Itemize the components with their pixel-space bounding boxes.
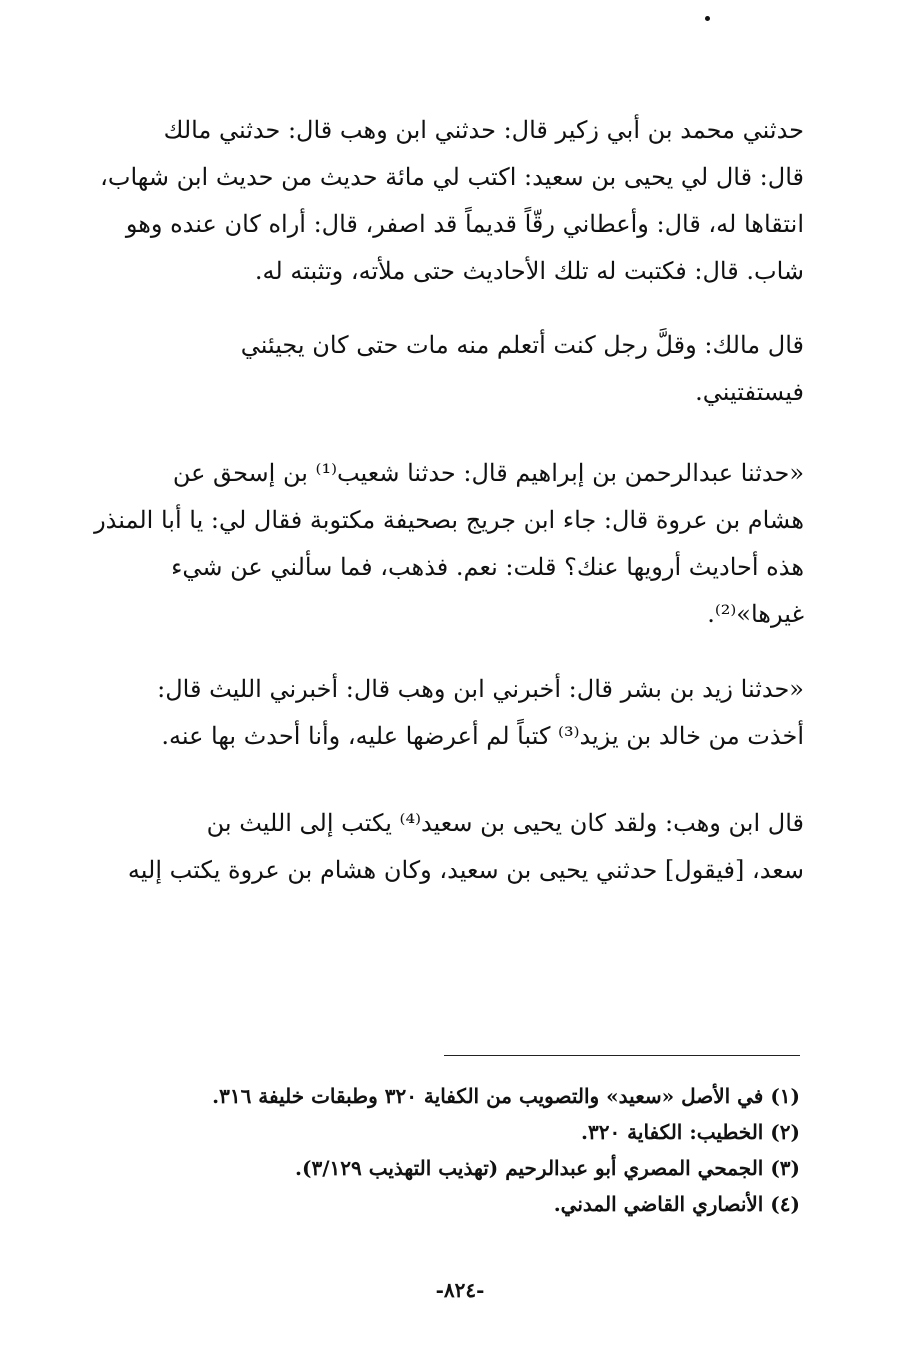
text-line: قال ابن وهب: ولقد كان يحيى بن سعيد⁽⁴⁾ يكتب إلى الليث بن bbox=[206, 809, 804, 837]
paragraph-4 bbox=[108, 666, 804, 760]
page-number: -٨٢٤- bbox=[435, 1278, 485, 1302]
footnote-separator bbox=[444, 1055, 800, 1056]
text-line: شاب. قال: فكتبت له تلك الأحاديث حتى ملأته، وتثبته له. bbox=[254, 257, 804, 285]
paragraph-1 bbox=[100, 107, 804, 295]
paragraph-5 bbox=[108, 800, 804, 894]
text-line: أخذت من خالد بن يزيد⁽³⁾ كتباً لم أعرضها عليه، وأنا أحدث بها عنه. bbox=[161, 722, 804, 750]
text-line: هذه أحاديث أرويها عنك؟ قلت: نعم. فذهب، فما سألني عن شيء bbox=[171, 553, 804, 581]
footnote-2: (٢) الخطيب: الكفاية ٣٢٠. bbox=[581, 1120, 800, 1144]
text-line: «حدثنا زيد بن بشر قال: أخبرني ابن وهب قال: أخبرني الليث قال: bbox=[157, 675, 804, 703]
paragraph-2 bbox=[108, 322, 804, 416]
text-line: «حدثنا عبدالرحمن بن إبراهيم قال: حدثنا شعيب⁽¹⁾ بن إسحق عن bbox=[172, 459, 804, 487]
text-line: قال: قال لي يحيى بن سعيد: اكتب لي مائة حديث من حديث ابن شهاب، bbox=[100, 163, 804, 191]
text-line: حدثني محمد بن أبي زكير قال: حدثني ابن وهب قال: حدثني مالك bbox=[163, 116, 804, 144]
paragraph-3 bbox=[94, 450, 804, 638]
text-line: سعد، [فيقول] حدثني يحيى بن سعيد، وكان هشام بن عروة يكتب إليه bbox=[127, 856, 804, 884]
footnotes bbox=[160, 1078, 800, 1222]
text-line: غيرها»⁽²⁾. bbox=[707, 600, 804, 628]
footnote-4: (٤) الأنصاري القاضي المدني. bbox=[553, 1192, 800, 1216]
text-line: هشام بن عروة قال: جاء ابن جريج بصحيفة مكتوبة فقال لي: يا أبا المنذر bbox=[94, 506, 804, 534]
text-line: فيستفتيني. bbox=[695, 378, 804, 406]
top-speck bbox=[705, 16, 710, 21]
footnote-3: (٣) الجمحي المصري أبو عبدالرحيم (تهذيب التهذيب ٣/١٢٩). bbox=[295, 1156, 800, 1180]
text-line: انتقاها له، قال: وأعطاني رقّاً قديماً قد اصفر، قال: أراه كان عنده وهو bbox=[125, 210, 804, 238]
footnote-1: (١) في الأصل «سعيد» والتصويب من الكفاية ٣٢٠ وطبقات خليفة ٣١٦. bbox=[212, 1084, 800, 1108]
text-line: قال مالك: وقلَّ رجل كنت أتعلم منه مات حتى كان يجيئني bbox=[240, 331, 804, 359]
